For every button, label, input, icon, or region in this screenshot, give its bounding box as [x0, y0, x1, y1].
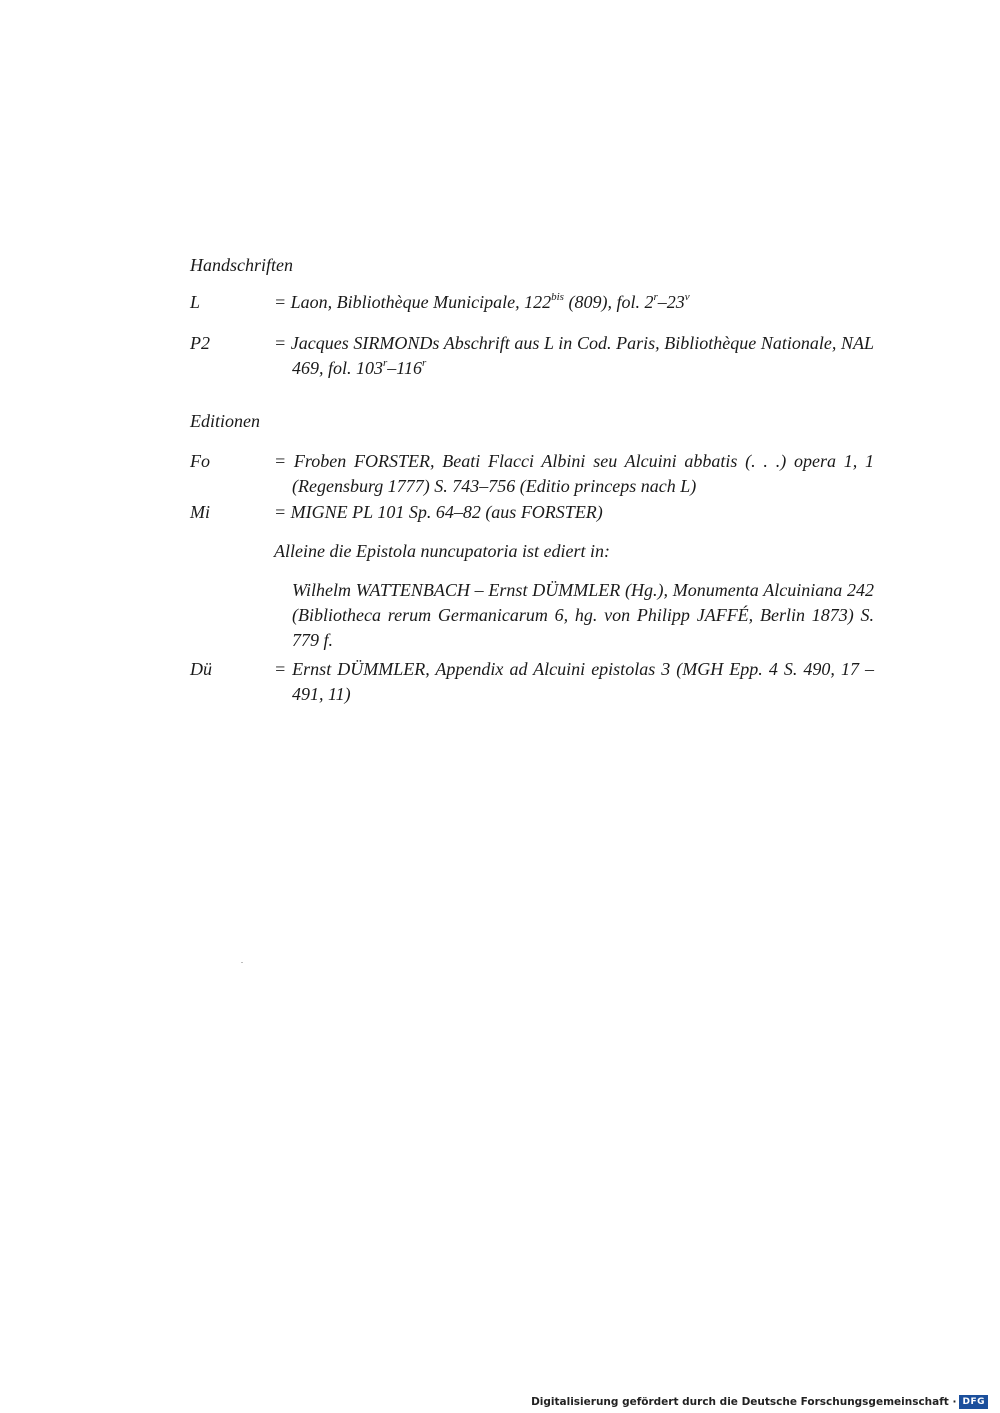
siglum: L	[190, 292, 201, 312]
entry-description: = MIGNE PL 101 Sp. 64–82 (aus FORSTER)	[274, 502, 603, 522]
section-heading-editions: Editionen	[190, 411, 260, 431]
manuscript-entry-l	[190, 290, 874, 315]
entry-description: = Ernst DÜMMLER, Appendix ad Alcuini epistolas 3 (MGH Epp. 4 S. 490, 17 – 491, 11)	[274, 659, 874, 704]
scan-speck	[241, 962, 243, 963]
edition-note-reference: Wilhelm WATTENBACH – Ernst DÜMMLER (Hg.), Monumenta Alcuiniana 242 (Bibliotheca rerum Germanicarum 6, hg. von Philipp JAFFÉ, Berlin 1873) S. 779 f.	[292, 580, 874, 650]
footer-text: Digitalisierung gefördert durch die Deutsche Forschungsgemeinschaft ·	[531, 1396, 957, 1408]
siglum: P2	[190, 333, 210, 353]
entry-description: = Jacques SIRMONDs Abschrift aus L in Cod. Paris, Bibliothèque Nationale, NAL 469, fol. 103$^r$–116$^r$	[274, 333, 874, 378]
entry-description: = Froben FORSTER, Beati Flacci Albini seu Alcuini abbatis (. . .) opera 1, 1 (Regensburg 1777) S. 743–756 (Editio princeps nach L)	[274, 451, 874, 496]
edition-note: Alleine die Epistola nuncupatoria ist ediert in:	[274, 541, 610, 561]
siglum: Fo	[190, 451, 210, 471]
manuscript-entry-p2	[190, 331, 874, 381]
entry-description: = Laon, Bibliothèque Municipale, $122^{bis}$ (809), fol. 2$^r$–23$^v$	[274, 291, 690, 312]
edition-entry-fo	[190, 449, 874, 499]
edition-entry-du	[190, 657, 874, 707]
siglum: Mi	[190, 502, 210, 522]
siglum: Dü	[190, 659, 212, 679]
section-heading-manuscripts: Handschriften	[190, 255, 293, 275]
dfg-logo-icon: DFG	[959, 1395, 988, 1409]
edition-entry-mi	[190, 500, 874, 525]
digitization-footer	[531, 1395, 988, 1409]
